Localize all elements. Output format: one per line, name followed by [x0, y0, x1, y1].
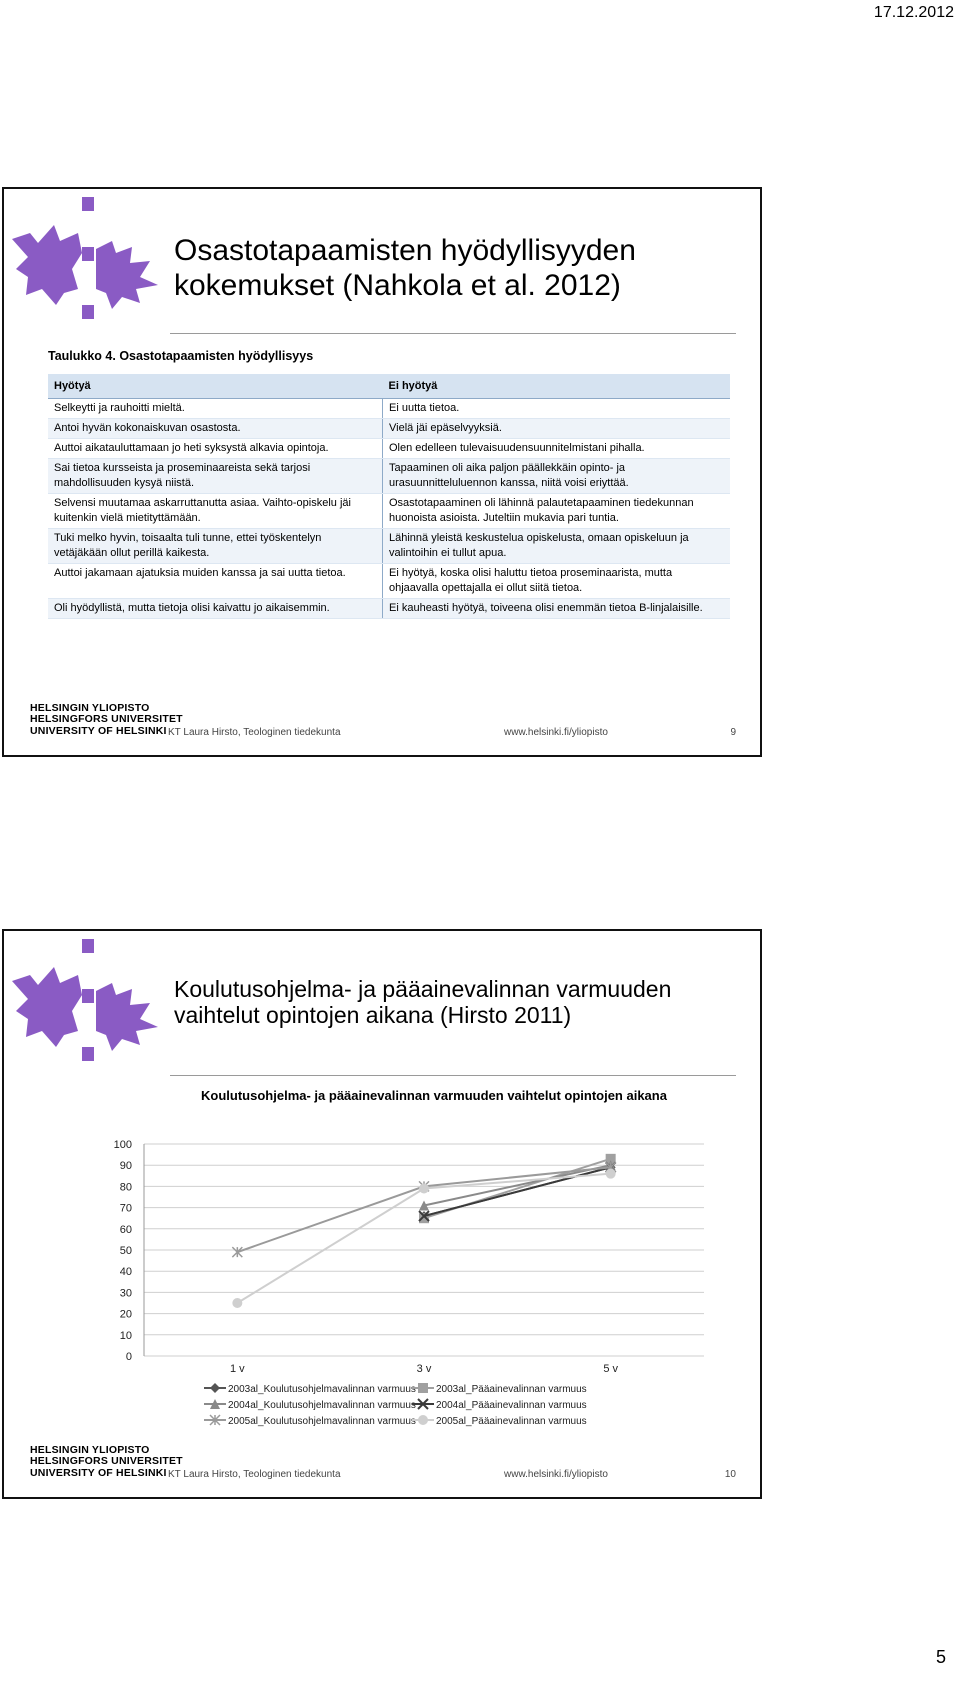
- data-point: [232, 1247, 242, 1257]
- y-tick-label: 10: [119, 1329, 132, 1342]
- slide-title: [174, 234, 734, 303]
- university-name: HELSINGIN YLIOPISTO HELSINGFORS UNIVERSITET UNIVERSITY OF HELSINKI: [30, 1443, 183, 1479]
- cell-hyotya: Antoi hyvän kokonaiskuvan osastosta.: [48, 419, 383, 439]
- university-logo-icon: [12, 931, 172, 1081]
- cell-ei-hyotya: Olen edelleen tulevaisuudensuunnitelmistani pihalla.: [383, 439, 731, 459]
- title-line-1: Osastotapaamisten hyödyllisyyden: [174, 234, 636, 267]
- table-caption: Taulukko 4. Osastotapaamisten hyödyllisyys: [48, 349, 314, 363]
- slide-number: 9: [730, 727, 736, 738]
- title-rule: [170, 1075, 736, 1076]
- table-row: [48, 399, 730, 419]
- cell-ei-hyotya: Tapaaminen oli aika paljon päällekkäin opinto- ja urasuunnitteluluennon kanssa, niitä voisi eriyttää.: [383, 459, 731, 494]
- y-tick-label: 40: [119, 1266, 132, 1279]
- title-line-1: Koulutusohjelma- ja pääainevalinnan varmuuden: [174, 976, 672, 1002]
- y-tick-label: 70: [119, 1202, 132, 1215]
- footer-url: www.helsinki.fi/yliopisto: [504, 1469, 608, 1480]
- legend-label: 2004al_Koulutusohjelmavalinnan varmuus: [228, 1400, 416, 1411]
- data-point: [232, 1298, 242, 1308]
- legend-marker: [418, 1383, 428, 1393]
- university-name: HELSINGIN YLIOPISTO HELSINGFORS UNIVERSITET UNIVERSITY OF HELSINKI: [30, 701, 183, 737]
- y-tick-label: 20: [119, 1308, 132, 1321]
- column-header-hyotya: Hyötyä: [48, 374, 383, 399]
- page-date: 17.12.2012: [873, 4, 954, 21]
- university-logo-icon: [12, 189, 172, 339]
- series-line: [424, 1167, 611, 1216]
- column-header-ei-hyotya: Ei hyötyä: [383, 374, 731, 399]
- footer-author: KT Laura Hirsto, Teologinen tiedekunta: [168, 1469, 341, 1480]
- cell-hyotya: Auttoi aikatauluttamaan jo heti syksystä alkavia opintoja.: [48, 439, 383, 459]
- cell-ei-hyotya: Ei uutta tietoa.: [383, 399, 731, 419]
- title-line-2: kokemukset (Nahkola et al. 2012): [174, 268, 621, 302]
- cell-ei-hyotya: Ei hyötyä, koska olisi haluttu tietoa proseminaarista, mutta ohjaavalla opettajalla ei ollut siitä tietoa.: [383, 564, 731, 599]
- legend-label: 2003al_Pääainevalinnan varmuus: [436, 1384, 587, 1395]
- chart-title: Koulutusohjelma- ja pääainevalinnan varmuuden vaihtelut opintojen aikana: [201, 1088, 667, 1103]
- table-row: [48, 564, 730, 599]
- legend-label: 2005al_Pääainevalinnan varmuus: [436, 1416, 587, 1427]
- legend-marker: [210, 1383, 220, 1393]
- title-rule: [170, 333, 736, 334]
- legend-label: 2004al_Pääainevalinnan varmuus: [436, 1400, 587, 1411]
- legend-label: 2005al_Koulutusohjelmavalinnan varmuus: [228, 1416, 416, 1427]
- data-point: [606, 1169, 616, 1179]
- y-tick-label: 90: [119, 1160, 132, 1173]
- slide-number: 10: [724, 1469, 736, 1480]
- legend-marker: [418, 1415, 428, 1425]
- line-chart: [104, 1126, 744, 1427]
- table-row: [48, 419, 730, 439]
- page-number: 5: [935, 1647, 946, 1667]
- cell-hyotya: Selvensi muutamaa askarruttanutta asiaa. Vaihto-opiskelu jäi kuitenkin vielä mietityttämään.: [48, 494, 383, 529]
- slide-9: [2, 187, 762, 757]
- legend-label: 2003al_Koulutusohjelmavalinnan varmuus: [228, 1384, 416, 1395]
- slide-title: [174, 976, 754, 1029]
- footer-author: KT Laura Hirsto, Teologinen tiedekunta: [168, 727, 341, 738]
- footer-url: www.helsinki.fi/yliopisto: [504, 727, 608, 738]
- slide-10: [2, 929, 762, 1499]
- table-row: [48, 599, 730, 619]
- cell-ei-hyotya: Lähinnä yleistä keskustelua opiskelusta, omaan opiskeluun ja valintoihin ei tullut apua.: [383, 529, 731, 564]
- cell-ei-hyotya: Vielä jäi epäselvyyksiä.: [383, 419, 731, 439]
- cell-ei-hyotya: Ei kauheasti hyötyä, toiveena olisi enemmän tietoa B-linjalaisille.: [383, 599, 731, 619]
- y-tick-label: 30: [119, 1287, 132, 1300]
- title-line-2: vaihtelut opintojen aikana (Hirsto 2011): [174, 1002, 572, 1029]
- cell-hyotya: Oli hyödyllistä, mutta tietoja olisi kaivattu jo aikaisemmin.: [48, 599, 383, 619]
- y-tick-label: 60: [119, 1223, 132, 1236]
- x-tick-label: 1 v: [229, 1363, 245, 1375]
- table-row: [48, 529, 730, 564]
- usefulness-table: [48, 374, 730, 619]
- x-tick-label: 3 v: [416, 1363, 432, 1375]
- data-point: [419, 1184, 429, 1194]
- y-tick-label: 0: [125, 1351, 132, 1363]
- table-row: [48, 439, 730, 459]
- y-tick-label: 80: [119, 1181, 132, 1194]
- cell-ei-hyotya: Osastotapaaminen oli lähinnä palautetapaaminen tiedekunnan huonoista asioista. Juteltiin mukavia pari tuntia.: [383, 494, 731, 529]
- x-tick-label: 5 v: [603, 1363, 619, 1375]
- cell-hyotya: Sai tietoa kursseista ja proseminaareista sekä tarjosi mahdollisuuden kysyä niistä.: [48, 459, 383, 494]
- cell-hyotya: Auttoi jakamaan ajatuksia muiden kanssa ja sai uutta tietoa.: [48, 564, 383, 599]
- y-tick-label: 100: [113, 1139, 132, 1151]
- y-tick-label: 50: [119, 1245, 132, 1257]
- table-row: [48, 494, 730, 529]
- table-row: [48, 459, 730, 494]
- cell-hyotya: Tuki melko hyvin, toisaalta tuli tunne, ettei työskentelyn vetäjäkään ollut perillä kaikesta.: [48, 529, 383, 564]
- cell-hyotya: Selkeytti ja rauhoitti mieltä.: [48, 399, 383, 419]
